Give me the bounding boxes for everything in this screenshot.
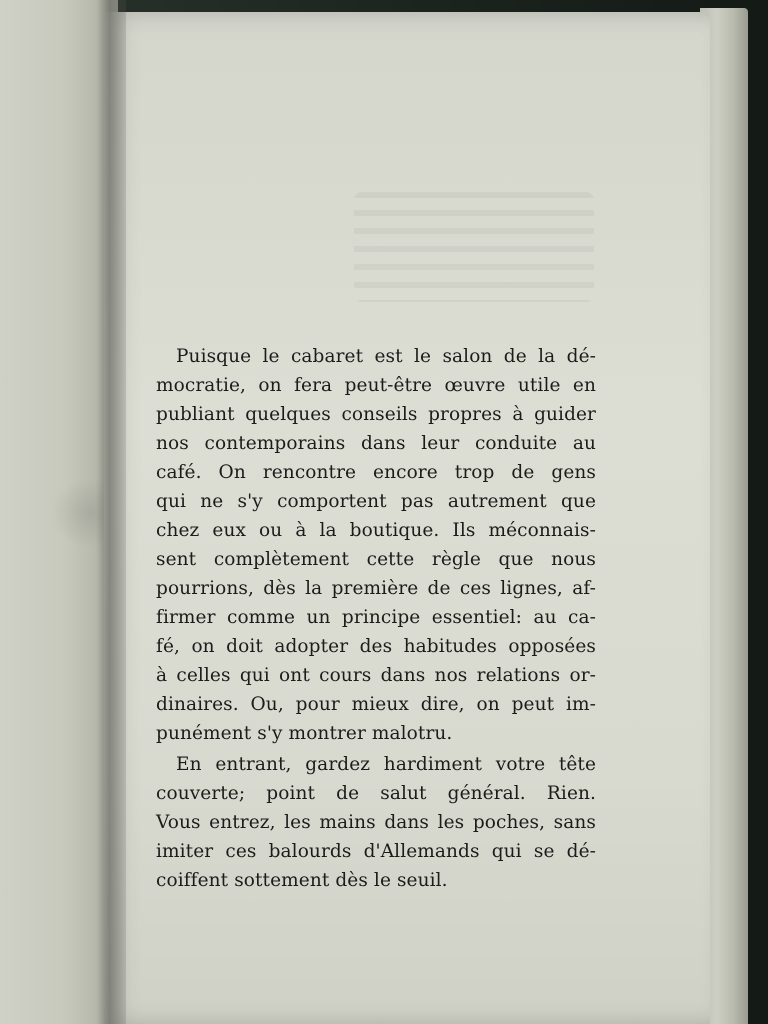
body-text: [156, 342, 596, 895]
show-through-text: [354, 192, 594, 302]
text-line: sent complètement cette règle que nous: [156, 549, 596, 570]
paragraph-2: [156, 750, 596, 895]
text-line: à celles qui ont cours dans nos relations or-: [156, 665, 596, 686]
text-line: En entrant, gardez hardiment votre tête: [176, 754, 596, 775]
text-line: dinaires. Ou, pour mieux dire, on peut im-: [156, 694, 596, 715]
text-line: firmer comme un principe essentiel: au ca-: [156, 607, 596, 628]
text-line: café. On rencontre encore trop de gens: [156, 462, 596, 483]
text-line: coiffent sottement dès le seuil.: [156, 870, 448, 891]
book-gutter: [96, 0, 126, 1024]
text-line: Puisque le cabaret est le salon de la dé-: [176, 346, 596, 367]
text-line: Vous entrez, les mains dans les poches, sans: [156, 812, 596, 833]
text-line: mocratie, on fera peut-être œuvre utile en: [156, 375, 596, 396]
paragraph-1: [156, 342, 596, 748]
text-line: pourrions, dès la première de ces lignes, af-: [156, 578, 596, 599]
text-line: publiant quelques conseils propres à guider: [156, 404, 596, 425]
text-line: nos contemporains dans leur conduite au: [156, 433, 596, 454]
text-line: punément s'y montrer malotru.: [156, 723, 453, 744]
text-line: qui ne s'y comportent pas autrement que: [156, 491, 596, 512]
text-line: chez eux ou à la boutique. Ils méconnais-: [156, 520, 596, 541]
text-line: imiter ces balourds d'Allemands qui se dé-: [156, 841, 596, 862]
text-line: fé, on doit adopter des habitudes opposées: [156, 636, 596, 657]
text-line: couverte; point de salut général. Rien.: [156, 783, 596, 804]
